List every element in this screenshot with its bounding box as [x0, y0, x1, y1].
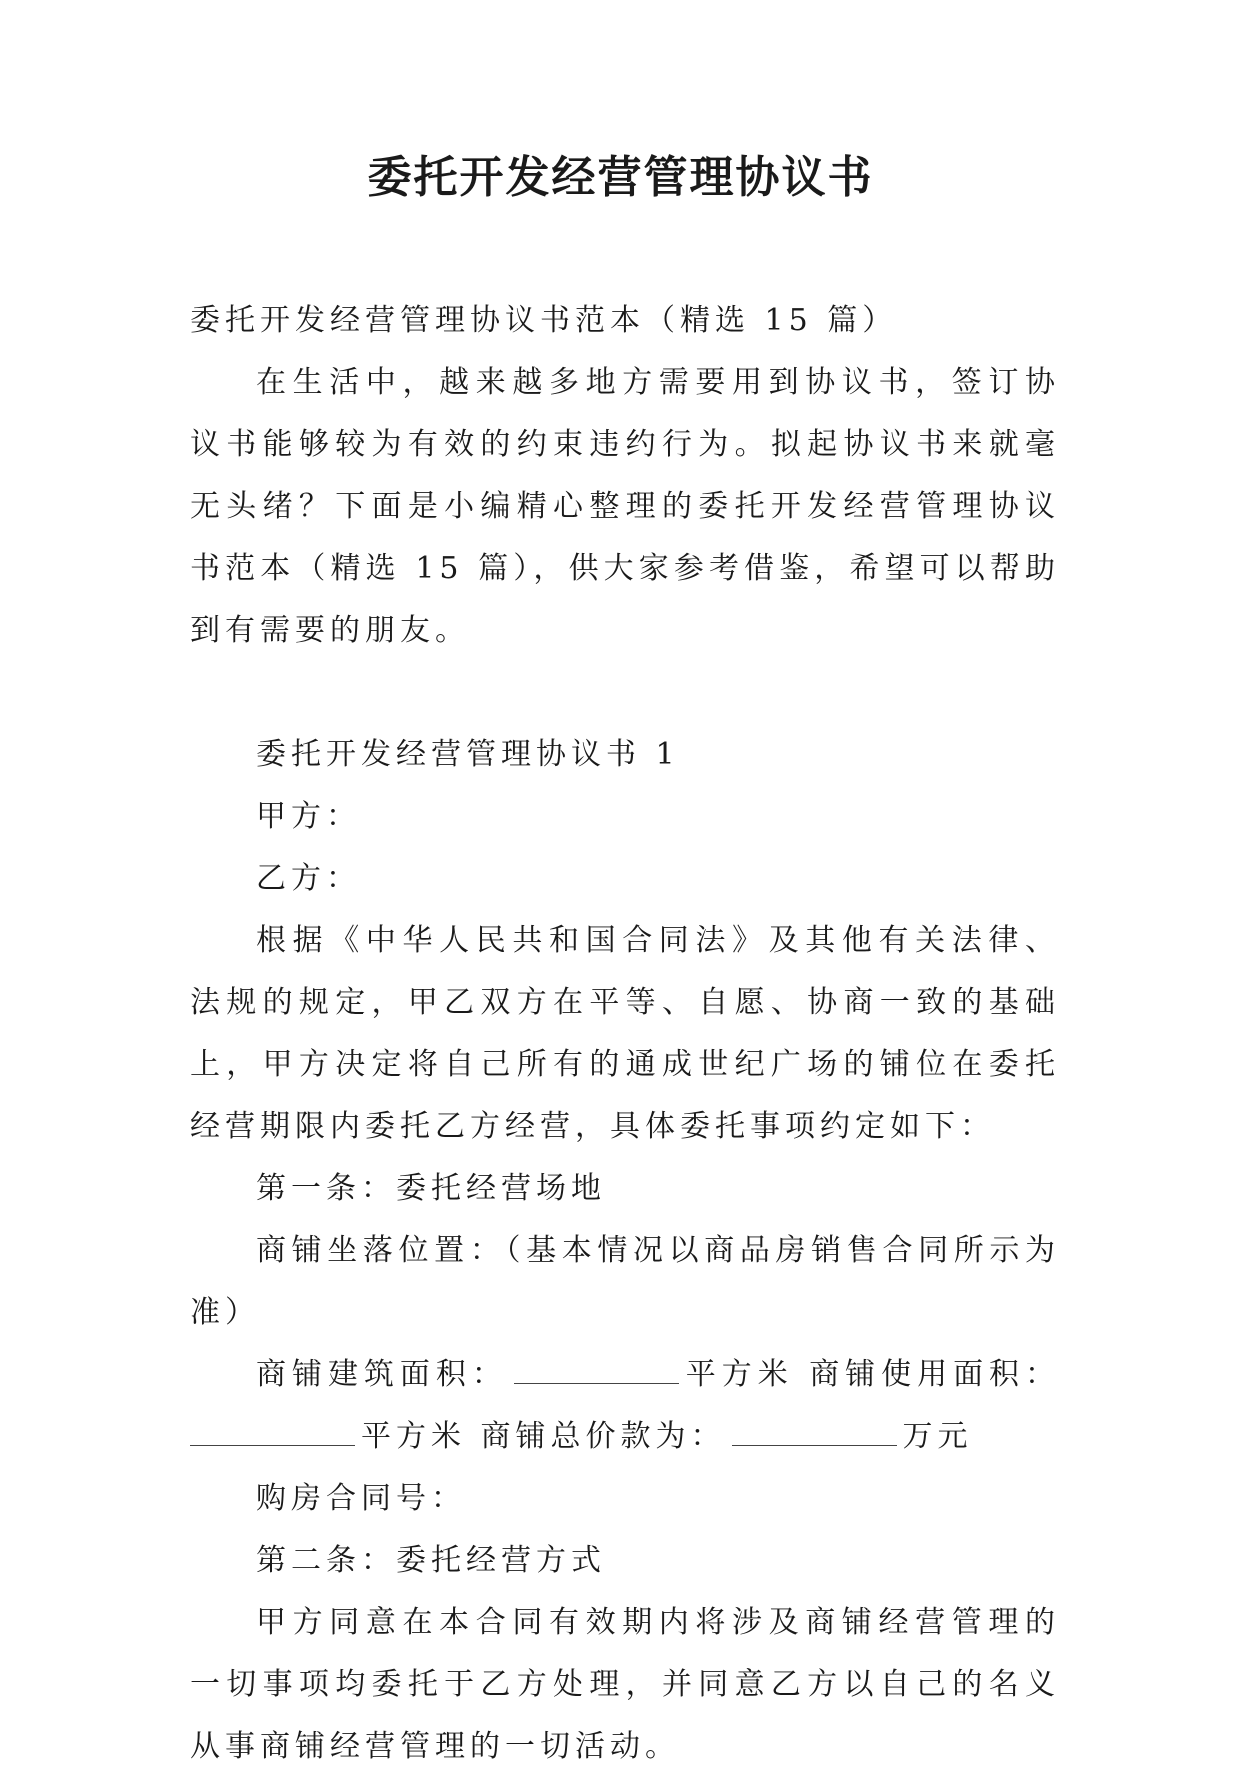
party-a-line: 甲方： [256, 799, 361, 834]
usable-area-label: 商铺使用面积： [809, 1357, 1061, 1392]
document-body [190, 290, 1060, 1778]
party-b-line: 乙方： [256, 861, 361, 896]
document-title: 委托开发经营管理协议书 [367, 152, 874, 203]
usable-area-unit: 平方米 [361, 1419, 466, 1454]
document-subtitle: 委托开发经营管理协议书范本（精选 15 篇） [190, 303, 898, 338]
usable-area-blank [190, 1415, 355, 1446]
location-line: 商铺坐落位置：（基本情况以商品房销售合同所示为准） [190, 1233, 1060, 1330]
paragraph-spacer [190, 662, 1060, 724]
building-area-blank [514, 1353, 679, 1384]
contract-number-line: 购房合同号： [256, 1481, 466, 1516]
article-1-title: 第一条：委托经营场地 [256, 1171, 606, 1206]
total-price-label: 商铺总价款为： [480, 1419, 726, 1454]
total-price-unit: 万元 [902, 1419, 973, 1454]
preamble-paragraph: 根据《中华人民共和国合同法》及其他有关法律、法规的规定，甲乙双方在平等、自愿、协商一致的基础上，甲方决定将自己所有的通成世纪广场的铺位在委托经营期限内委托乙方经营，具体委托事项约定如下： [190, 923, 1060, 1144]
section-heading: 委托开发经营管理协议书 1 [256, 737, 680, 772]
article-2-body: 甲方同意在本合同有效期内将涉及商铺经营管理的一切事项均委托于乙方处理，并同意乙方以自己的名义从事商铺经营管理的一切活动。 [190, 1605, 1060, 1764]
building-area-unit: 平方米 [684, 1357, 794, 1392]
article-2-title: 第二条：委托经营方式 [256, 1543, 606, 1578]
building-area-label: 商铺建筑面积： [256, 1357, 508, 1392]
area-price-paragraph [190, 1344, 1060, 1468]
total-price-blank [732, 1415, 897, 1446]
intro-paragraph: 在生活中，越来越多地方需要用到协议书，签订协议书能够较为有效的约束违约行为。拟起协议书来就毫无头绪？下面是小编精心整理的委托开发经营管理协议书范本（精选 15 篇），供大家参考借鉴，希望可以帮助到有需要的朋友。 [190, 365, 1060, 648]
